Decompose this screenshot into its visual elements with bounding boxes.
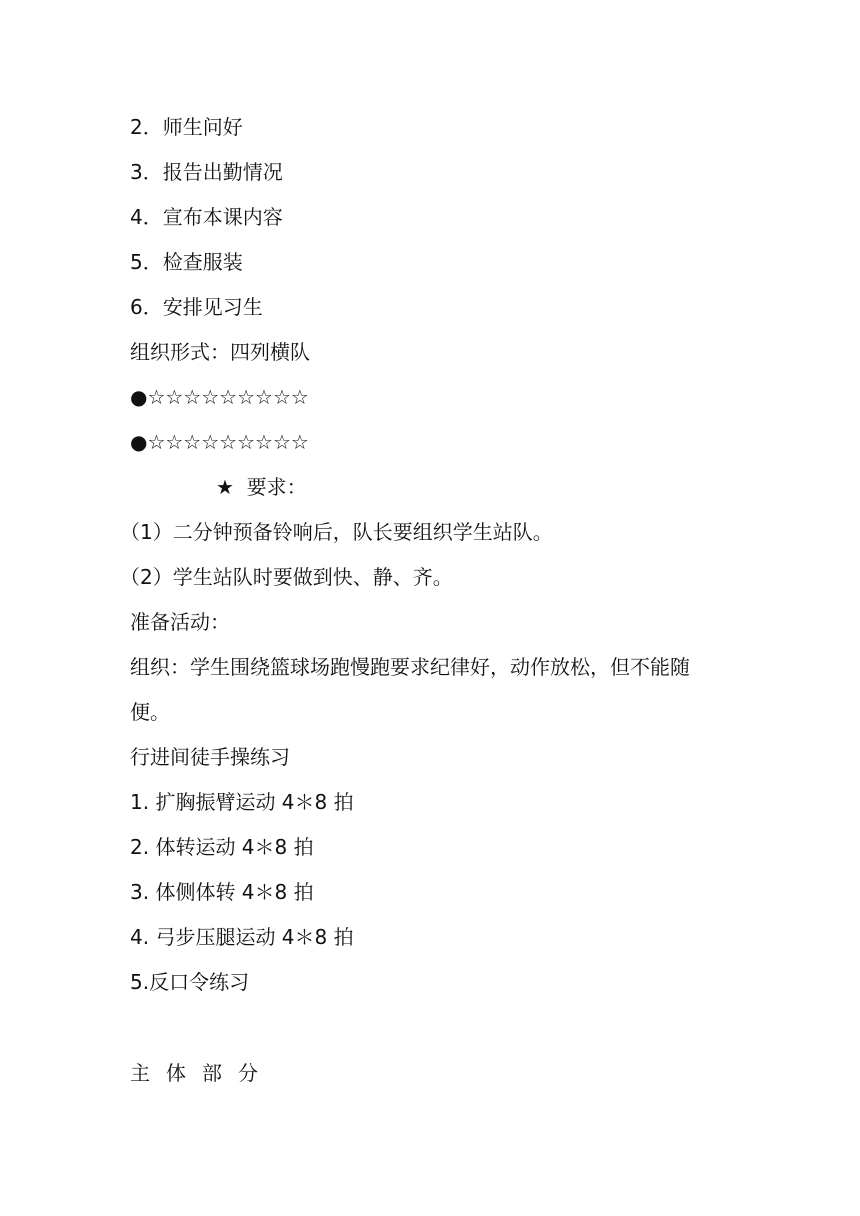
main-section-heading: 主体部分 [130,1061,274,1085]
text-line-formation: 组织形式：四列横队 [130,340,310,364]
warmup-organization: 组织：学生围绕篮球场跑慢跑要求纪律好，动作放松，但不能随 [130,655,690,679]
formation-row-1: ●☆☆☆☆☆☆☆☆☆ [130,385,309,409]
exercise-item-2: 2. 体转运动 4＊8 拍 [130,835,314,859]
requirement-2: （2）学生站队时要做到快、静、齐。 [120,565,453,589]
warmup-heading: 准备活动： [130,610,230,634]
exercise-item-1: 1. 扩胸振臂运动 4＊8 拍 [130,790,354,814]
exercise-item-5: 5.反口令练习 [130,970,250,994]
text-line-attendance: 3．报告出勤情况 [130,160,283,184]
formation-row-2: ●☆☆☆☆☆☆☆☆☆ [130,430,309,454]
exercise-item-4: 4. 弓步压腿运动 4＊8 拍 [130,925,354,949]
exercise-item-3: 3. 体侧体转 4＊8 拍 [130,880,314,904]
text-line-observers: 6．安排见习生 [130,295,263,319]
requirements-heading: ★ 要求： [216,475,307,499]
text-line-uniform-check: 5．检查服装 [130,250,243,274]
requirement-1: （1）二分钟预备铃响后，队长要组织学生站队。 [120,520,553,544]
warmup-organization-cont: 便。 [130,700,170,724]
text-line-greet: 2．师生问好 [130,115,243,139]
text-line-announce: 4．宣布本课内容 [130,205,283,229]
exercise-heading: 行进间徒手操练习 [130,745,290,769]
